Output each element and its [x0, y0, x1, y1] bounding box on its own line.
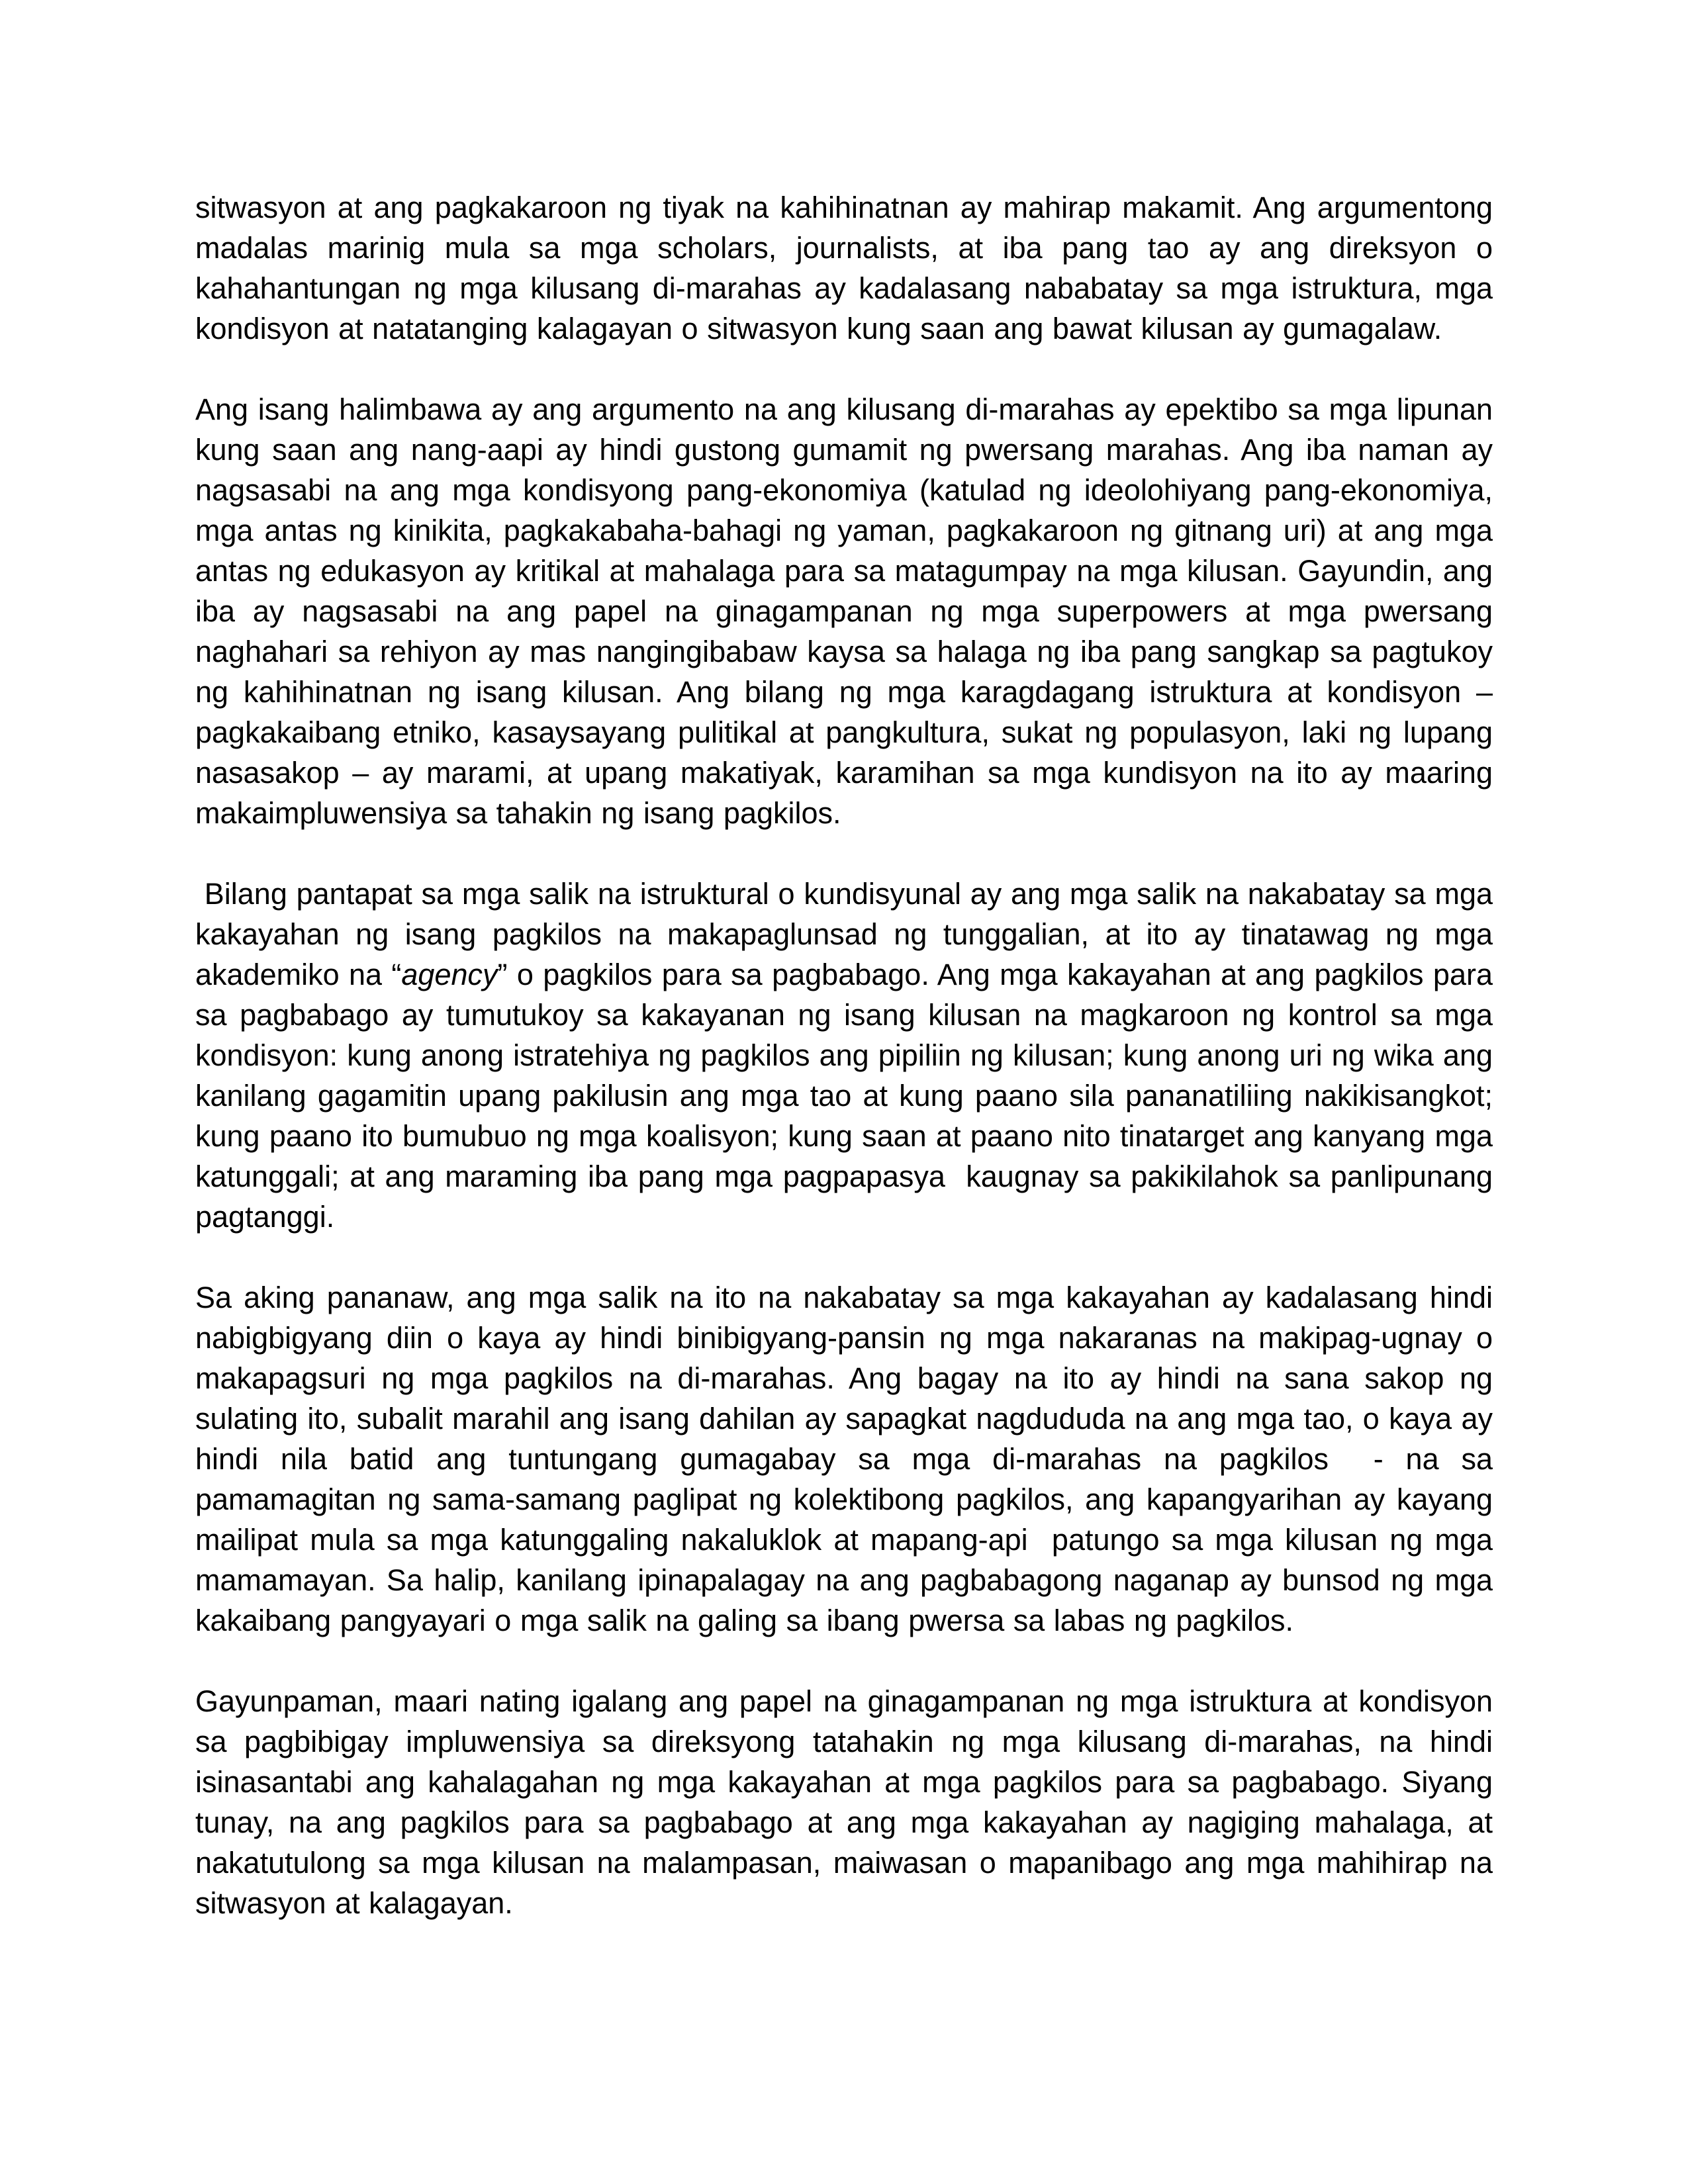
paragraph-segment: ” o pagkilos para sa pagbabago. Ang mga kakayahan at ang pagkilos para sa pagbabago ay tumutukoy sa kakayanan ng isang kilusan na magkaroon ng kontrol sa mga kondisyon: kung anong istratehiya ng pagkilos ang pipiliin ng kilusan; kung anong uri ng wika ang kanilang gagamitin upang pakilusin ang mga tao at kung paano sila pananatiliing nakikisangkot; kung paano ito bumubuo ng mga koalisyon; kung saan at paano nito tinatarget ang kanyang mga katunggali; at ang maraming iba pang mga pagpapasya kaugnay sa pakikilahok sa panlipunang pagtanggi. [195, 958, 1502, 1234]
paragraph [195, 874, 1502, 1237]
paragraph [195, 1681, 1502, 1923]
paragraph-segment-italic: agency [401, 958, 498, 991]
paragraph-segment: Gayunpaman, maari nating igalang ang papel na ginagampanan ng mga istruktura at kondisyon sa pagbibigay impluwensiya sa direksyong tatahakin ng mga kilusang di-marahas, na hindi isinasantabi ang kahalagahan ng mga kakayahan at mga pagkilos para sa pagbabago. Siyang tunay, na ang pagkilos para sa pagbabago at ang mga kakayahan ay nagiging mahalaga, at nakatutulong sa mga kilusan na malampasan, maiwasan o mapanibago ang mga mahihirap na sitwasyon at kalagayan. [195, 1684, 1502, 1920]
paragraph [195, 187, 1502, 349]
paragraph-segment: Ang isang halimbawa ay ang argumento na ang kilusang di-marahas ay epektibo sa mga lipunan kung saan ang nang-aapi ay hindi gustong gumamit ng pwersang marahas. Ang iba naman ay nagsasabi na ang mga kondisyong pang-ekonomiya (katulad ng ideolohiyang pang-ekonomiya, mga antas ng kinikita, pagkakabaha-bahagi ng yaman, pagkakaroon ng gitnang uri) at ang mga antas ng edukasyon ay kritikal at mahalaga para sa matagumpay na mga kilusan. Gayundin, ang iba ay nagsasabi na ang papel na ginagampanan ng mga superpowers at mga pwersang naghahari sa rehiyon ay mas nangingibabaw kaysa sa halaga ng iba pang sangkap sa pagtukoy ng kahihinatnan ng isang kilusan. Ang bilang ng mga karagdagang istruktura at kondisyon – pagkakaibang etniko, kasaysayang pulitikal at pangkultura, sukat ng populasyon, laki ng lupang nasasakop – ay marami, at upang makatiyak, karamihan sa mga kundisyon na ito ay maaring makaimpluwensiya sa tahakin ng isang pagkilos. [195, 392, 1502, 830]
paragraph [195, 1277, 1502, 1641]
paragraph [195, 389, 1502, 833]
document-body [195, 187, 1502, 1923]
paragraph-segment: sitwasyon at ang pagkakaroon ng tiyak na kahihinatnan ay mahirap makamit. Ang argumentong madalas marinig mula sa mga scholars, journalists, at iba pang tao ay ang direksyon o kahahantungan ng mga kilusang di-marahas ay kadalasang nababatay sa mga istruktura, mga kondisyon at natatanging kalagayan o sitwasyon kung saan ang bawat kilusan ay gumagalaw. [195, 191, 1502, 345]
paragraph-segment: Sa aking pananaw, ang mga salik na ito na nakabatay sa mga kakayahan ay kadalasang hindi nabigbigyang diin o kaya ay hindi binibigyang-pansin ng mga nakaranas na makipag-ugnay o makapagsuri ng mga pagkilos na di-marahas. Ang bagay na ito ay hindi na sana sakop ng sulating ito, subalit marahil ang isang dahilan ay sapagkat nagdududa na ang mga tao, o kaya ay hindi nila batid ang tuntungang gumagabay sa mga di-marahas na pagkilos - na sa pamamagitan ng sama-samang paglipat ng kolektibong pagkilos, ang kapangyarihan ay kayang mailipat mula sa mga katunggaling nakaluklok at mapang-api patungo sa mga kilusan ng mga mamamayan. Sa halip, kanilang ipinapalagay na ang pagbabagong naganap ay bunsod ng mga kakaibang pangyayari o mga salik na galing sa ibang pwersa sa labas ng pagkilos. [195, 1281, 1502, 1637]
paragraph-segment: Bilang pantapat sa mga salik na istruktural o kundisyunal ay ang mga salik na nakabatay sa mga kakayahan ng isang pagkilos na makapaglunsad ng tunggalian, at ito ay tinatawag ng mga akademiko na “ [195, 877, 1502, 991]
